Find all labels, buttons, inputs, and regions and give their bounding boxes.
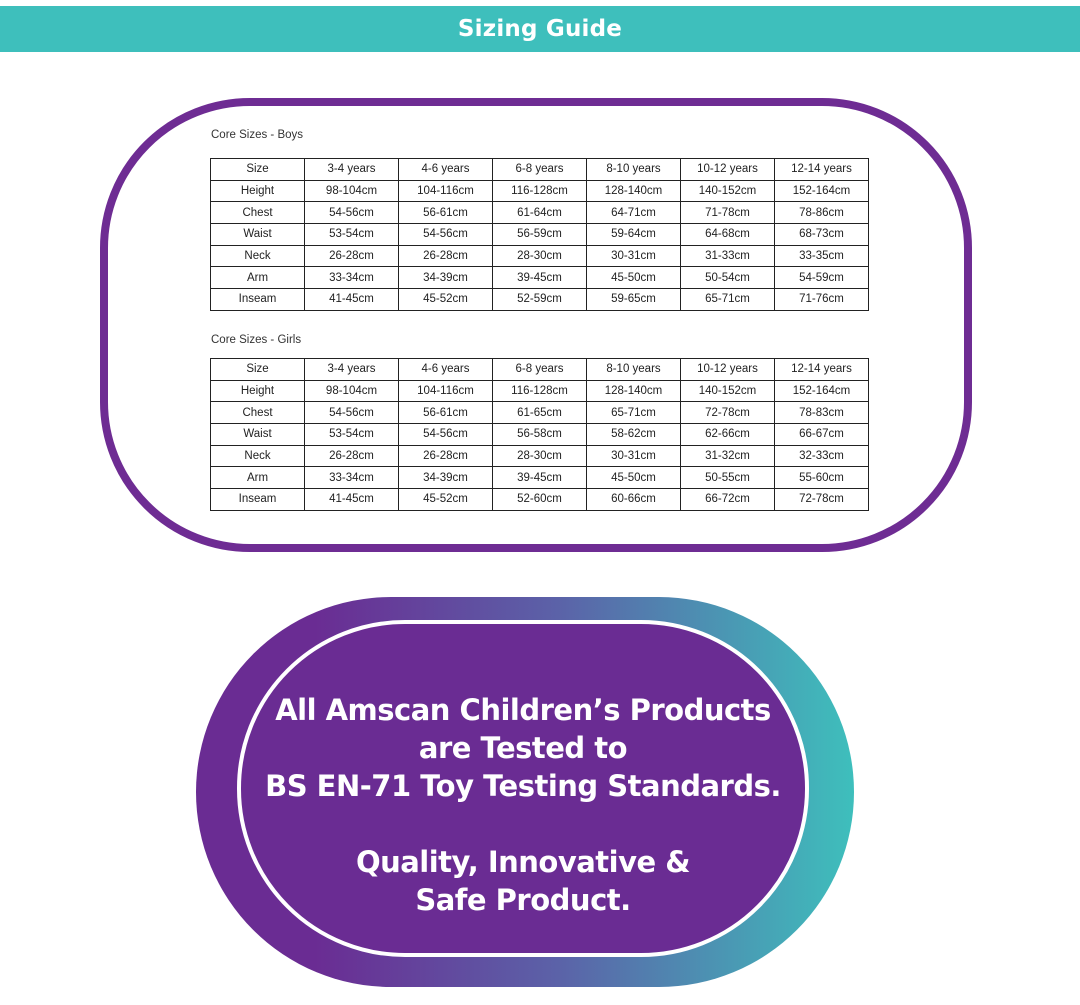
table-cell: 31-33cm: [681, 245, 775, 267]
table-cell: 61-65cm: [493, 402, 587, 424]
table-cell: 152-164cm: [775, 380, 869, 402]
table-cell: 66-72cm: [681, 489, 775, 511]
table-header-cell: 10-12 years: [681, 359, 775, 381]
table-cell: 61-64cm: [493, 202, 587, 224]
row-label-cell: Height: [211, 380, 305, 402]
table-cell: 28-30cm: [493, 445, 587, 467]
table-cell: 32-33cm: [775, 445, 869, 467]
table-header-cell: 3-4 years: [305, 359, 399, 381]
row-label-cell: Neck: [211, 445, 305, 467]
table-cell: 33-34cm: [305, 267, 399, 289]
page-title: Sizing Guide: [457, 16, 623, 42]
boys-table-title: Core Sizes - Boys: [211, 129, 304, 141]
girls-table-title: Core Sizes - Girls: [211, 334, 302, 346]
table-cell: 54-59cm: [775, 267, 869, 289]
table-cell: 104-116cm: [399, 180, 493, 202]
table-cell: 116-128cm: [493, 380, 587, 402]
table-cell: 65-71cm: [681, 289, 775, 311]
table-row: [211, 202, 869, 224]
table-cell: 39-45cm: [493, 467, 587, 489]
row-label-cell: Neck: [211, 245, 305, 267]
row-label-cell: Inseam: [211, 489, 305, 511]
table-cell: 53-54cm: [305, 224, 399, 246]
row-label-cell: Chest: [211, 202, 305, 224]
table-cell: 54-56cm: [399, 224, 493, 246]
table-cell: 62-66cm: [681, 424, 775, 446]
table-row: [211, 445, 869, 467]
table-cell: 30-31cm: [587, 445, 681, 467]
table-cell: 71-76cm: [775, 289, 869, 311]
row-label-cell: Arm: [211, 267, 305, 289]
table-cell: 71-78cm: [681, 202, 775, 224]
table-cell: 140-152cm: [681, 180, 775, 202]
table-cell: 56-59cm: [493, 224, 587, 246]
table-cell: 41-45cm: [305, 289, 399, 311]
table-cell: 104-116cm: [399, 380, 493, 402]
table-cell: 54-56cm: [305, 202, 399, 224]
table-cell: 98-104cm: [305, 180, 399, 202]
table-cell: 45-52cm: [399, 489, 493, 511]
table-header-cell: 8-10 years: [587, 359, 681, 381]
table-header-cell: 4-6 years: [399, 159, 493, 181]
table-cell: 26-28cm: [305, 245, 399, 267]
table-row: [211, 402, 869, 424]
table-header-cell: 12-14 years: [775, 359, 869, 381]
table-header-cell: Size: [211, 359, 305, 381]
table-cell: 98-104cm: [305, 380, 399, 402]
table-cell: 31-32cm: [681, 445, 775, 467]
boys-size-table: [210, 158, 869, 311]
table-cell: 52-59cm: [493, 289, 587, 311]
table-cell: 72-78cm: [681, 402, 775, 424]
table-cell: 50-55cm: [681, 467, 775, 489]
table-cell: 59-65cm: [587, 289, 681, 311]
table-cell: 28-30cm: [493, 245, 587, 267]
table-cell: 45-52cm: [399, 289, 493, 311]
promo-line-5: Safe Product.: [415, 883, 631, 917]
table-cell: 78-83cm: [775, 402, 869, 424]
table-cell: 52-60cm: [493, 489, 587, 511]
table-header-cell: 3-4 years: [305, 159, 399, 181]
table-header-cell: 6-8 years: [493, 359, 587, 381]
table-cell: 59-64cm: [587, 224, 681, 246]
table-header-cell: 12-14 years: [775, 159, 869, 181]
table-cell: 26-28cm: [399, 245, 493, 267]
table-row: [211, 180, 869, 202]
row-label-cell: Waist: [211, 424, 305, 446]
promo-line-3: BS EN-71 Toy Testing Standards.: [265, 769, 781, 803]
row-label-cell: Height: [211, 180, 305, 202]
table-row: [211, 424, 869, 446]
table-cell: 34-39cm: [399, 267, 493, 289]
table-cell: 116-128cm: [493, 180, 587, 202]
girls-size-table: [210, 358, 869, 511]
table-header-cell: 4-6 years: [399, 359, 493, 381]
table-cell: 50-54cm: [681, 267, 775, 289]
table-cell: 45-50cm: [587, 267, 681, 289]
table-cell: 140-152cm: [681, 380, 775, 402]
table-row: [211, 359, 869, 381]
table-cell: 39-45cm: [493, 267, 587, 289]
table-row: [211, 380, 869, 402]
table-cell: 56-58cm: [493, 424, 587, 446]
table-cell: 26-28cm: [305, 445, 399, 467]
table-cell: 56-61cm: [399, 202, 493, 224]
promo-line-2: are Tested to: [418, 731, 628, 765]
table-row: [211, 289, 869, 311]
table-cell: 41-45cm: [305, 489, 399, 511]
table-cell: 33-34cm: [305, 467, 399, 489]
table-cell: 26-28cm: [399, 445, 493, 467]
table-row: [211, 467, 869, 489]
table-cell: 128-140cm: [587, 180, 681, 202]
table-row: [211, 159, 869, 181]
table-cell: 66-67cm: [775, 424, 869, 446]
table-cell: 55-60cm: [775, 467, 869, 489]
table-cell: 60-66cm: [587, 489, 681, 511]
promo-line-1: All Amscan Children’s Products: [275, 693, 771, 727]
header-bar: [0, 6, 1080, 52]
table-row: [211, 489, 869, 511]
table-cell: 34-39cm: [399, 467, 493, 489]
promo-line-4: Quality, Innovative &: [355, 845, 691, 879]
table-cell: 54-56cm: [305, 402, 399, 424]
row-label-cell: Arm: [211, 467, 305, 489]
table-cell: 78-86cm: [775, 202, 869, 224]
table-cell: 54-56cm: [399, 424, 493, 446]
table-cell: 64-68cm: [681, 224, 775, 246]
table-cell: 152-164cm: [775, 180, 869, 202]
table-cell: 64-71cm: [587, 202, 681, 224]
row-label-cell: Inseam: [211, 289, 305, 311]
table-header-cell: 10-12 years: [681, 159, 775, 181]
table-row: [211, 245, 869, 267]
row-label-cell: Chest: [211, 402, 305, 424]
table-row: [211, 224, 869, 246]
table-header-cell: 8-10 years: [587, 159, 681, 181]
table-cell: 68-73cm: [775, 224, 869, 246]
table-cell: 33-35cm: [775, 245, 869, 267]
table-cell: 65-71cm: [587, 402, 681, 424]
row-label-cell: Waist: [211, 224, 305, 246]
table-cell: 56-61cm: [399, 402, 493, 424]
table-cell: 45-50cm: [587, 467, 681, 489]
table-header-cell: 6-8 years: [493, 159, 587, 181]
table-cell: 53-54cm: [305, 424, 399, 446]
table-cell: 30-31cm: [587, 245, 681, 267]
table-header-cell: Size: [211, 159, 305, 181]
table-cell: 72-78cm: [775, 489, 869, 511]
table-cell: 58-62cm: [587, 424, 681, 446]
table-cell: 128-140cm: [587, 380, 681, 402]
table-row: [211, 267, 869, 289]
